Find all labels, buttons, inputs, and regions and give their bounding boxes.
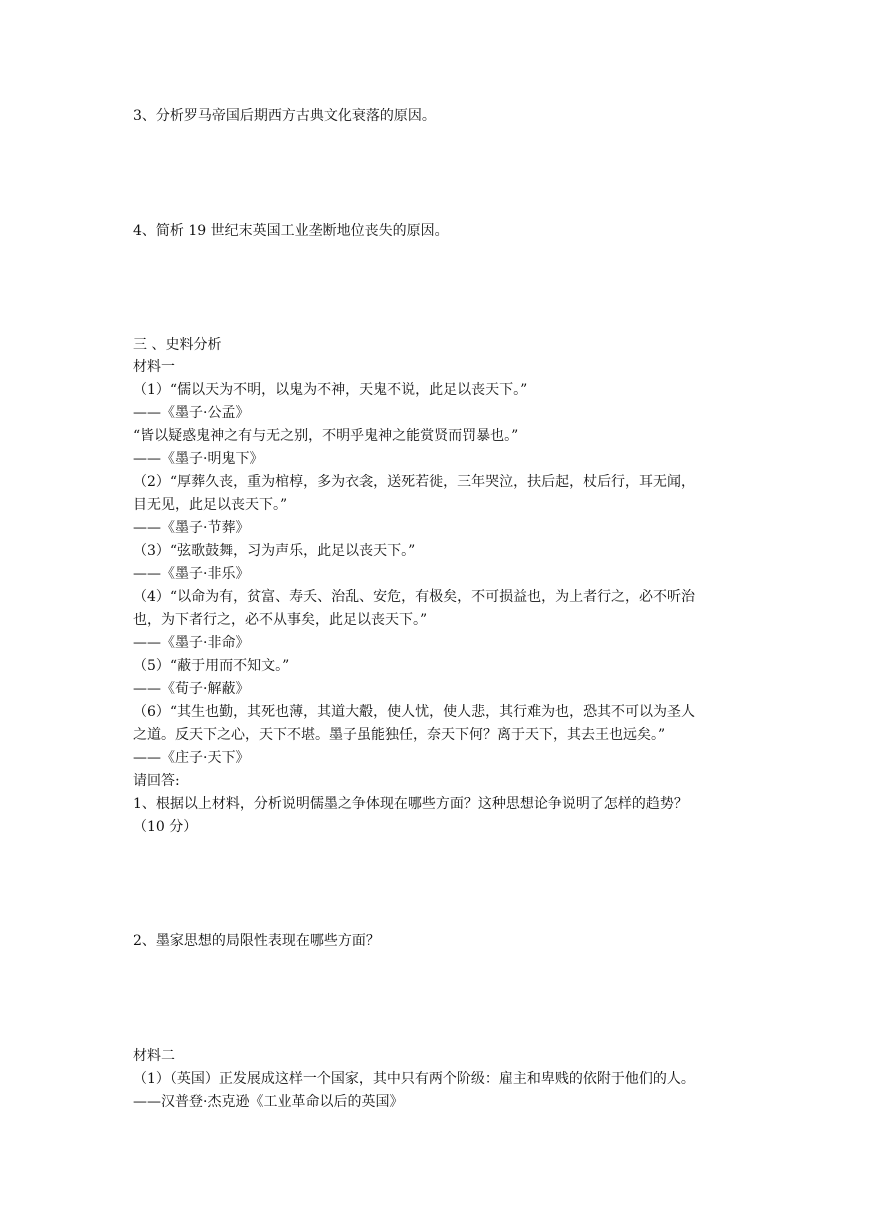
material-1-line: ——《庄子·天下》 bbox=[133, 750, 250, 766]
material-1-line: 1、根据以上材料，分析说明儒墨之争体现在哪些方面？这种思想论争说明了怎样的趋势？ bbox=[133, 796, 688, 812]
material-1-line: （3）“弦歌鼓舞，习为声乐，此足以丧天下。” bbox=[133, 543, 416, 559]
material-1-line: 请回答: bbox=[133, 773, 180, 789]
material-1-line: ——《墨子·非乐》 bbox=[133, 566, 250, 582]
material-1-line: ——《荀子·解蔽》 bbox=[133, 681, 250, 697]
question-4: 4、简析 19 世纪末英国工业垄断地位丧失的原因。 bbox=[133, 223, 449, 239]
material-1-title: 材料一 bbox=[133, 359, 175, 375]
material-1-question-2: 2、墨家思想的局限性表现在哪些方面？ bbox=[133, 933, 380, 949]
material-1-line: （2）“厚葬久丧，重为棺椁，多为衣衾，送死若徙，三年哭泣，扶后起，杖后行，耳无闻， bbox=[133, 474, 696, 490]
material-1-line: ——《墨子·明鬼下》 bbox=[133, 451, 264, 467]
material-1-line: ——《墨子·公孟》 bbox=[133, 405, 250, 421]
material-1-line: （1）“儒以天为不明，以鬼为不神，天鬼不说，此足以丧天下。” bbox=[133, 382, 528, 398]
material-1-line: ——《墨子·节葬》 bbox=[133, 520, 250, 536]
material-1-line: 之道。反天下之心，天下不堪。墨子虽能独任，奈天下何？离于天下，其去王也远矣。” bbox=[133, 727, 666, 743]
section-heading: 三 、史料分析 bbox=[133, 337, 222, 353]
material-1-line: 也，为下者行之，必不从事矣，此足以丧天下。” bbox=[133, 612, 428, 628]
material-1-line: （4）“以命为有，贫富、寿夭、治乱、安危，有极矣，不可损益也，为上者行之，必不听治 bbox=[133, 589, 696, 605]
material-1-line: 目无见，此足以丧天下。” bbox=[133, 497, 288, 513]
question-3: 3、分析罗马帝国后期西方古典文化衰落的原因。 bbox=[133, 108, 436, 124]
material-1-line: （6）“其生也勤，其死也薄，其道大觳，使人忧，使人悲，其行难为也，恐其不可以为圣人 bbox=[133, 704, 696, 720]
material-2-line: （1）（英国）正发展成这样一个国家，其中只有两个阶级：雇主和卑贱的依附于他们的人。 bbox=[133, 1071, 695, 1087]
material-1-line: （10 分） bbox=[133, 819, 198, 835]
material-2-title: 材料二 bbox=[133, 1048, 175, 1064]
material-1-line: ——《墨子·非命》 bbox=[133, 635, 250, 651]
material-1-line: “皆以疑惑鬼神之有与无之别，不明乎鬼神之能赏贤而罚暴也。” bbox=[133, 428, 519, 444]
material-2-source: ——汉普登·杰克逊《工业革命以后的英国》 bbox=[133, 1094, 404, 1110]
material-1-line: （5）“蔽于用而不知文。” bbox=[133, 658, 290, 674]
